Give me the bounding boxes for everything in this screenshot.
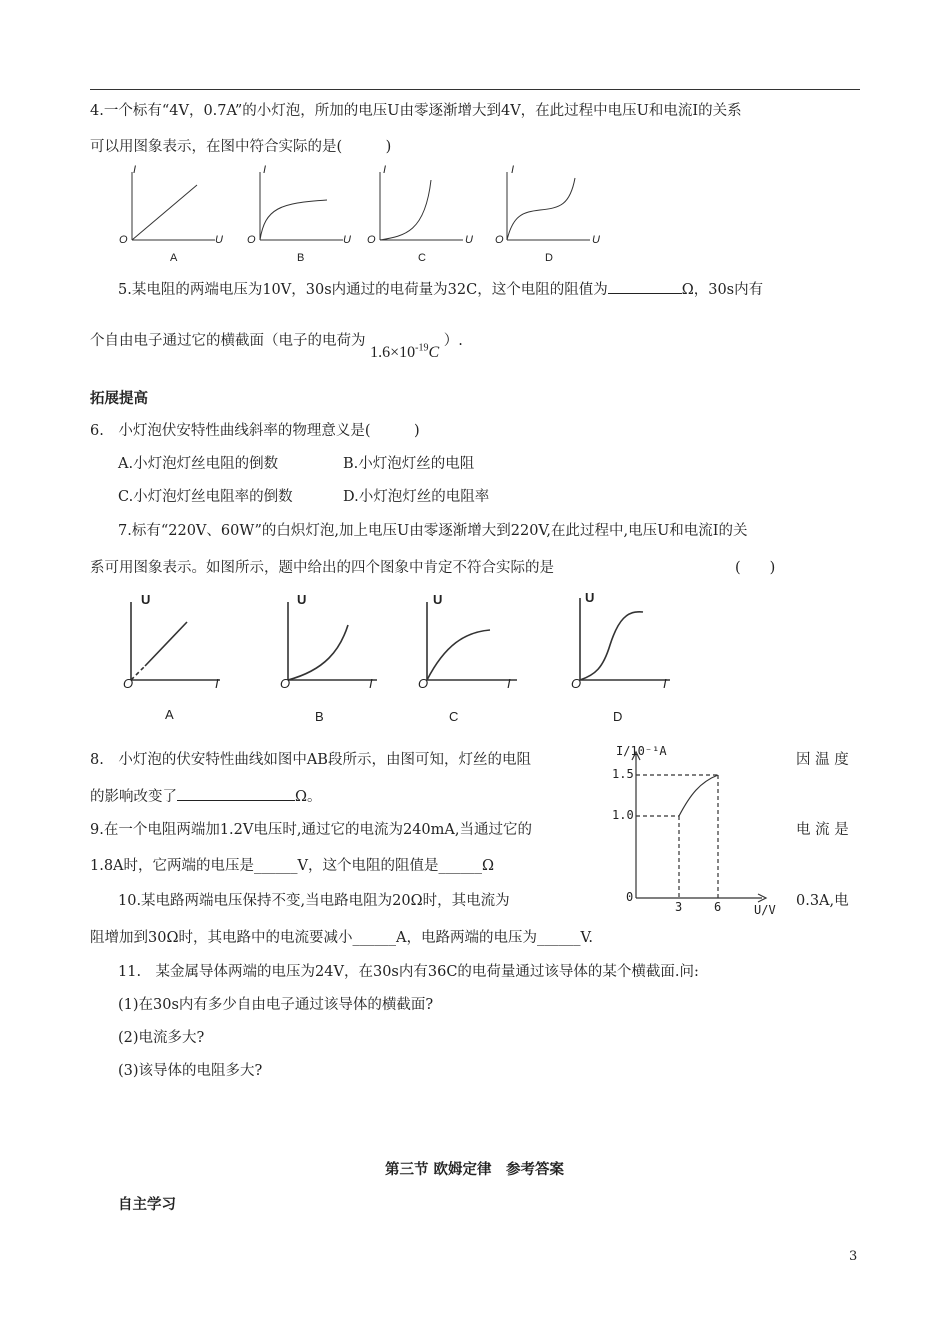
q4-label-a: A <box>170 252 178 264</box>
q7-axis-i-b: I <box>369 676 373 691</box>
q11-sub3: (3)该导体的电阻多大? <box>118 1063 263 1079</box>
q7-paren: ( ) <box>735 560 776 576</box>
q7-axis-u-d: U <box>585 590 595 605</box>
q6-stem: 6. 小灯泡伏安特性曲线斜率的物理意义是( ) <box>90 423 420 439</box>
q4-label-b: B <box>297 252 305 264</box>
q5-charge <box>370 344 439 361</box>
q5-line2-b: ）. <box>443 333 463 349</box>
q4-axis-i-c: I <box>383 164 387 176</box>
graph8-ytick-0: 0 <box>626 890 634 904</box>
graph8-xtick-6: 6 <box>714 900 722 914</box>
q6-option-b: B.小灯泡灯丝的电阻 <box>343 456 475 472</box>
q5-charge-coef: 1.6×10 <box>370 344 416 361</box>
q11-sub2: (2)电流多大? <box>118 1030 205 1046</box>
q11-stem: 11. 某金属导体两端的电压为24V，在30s内有36C的电荷量通过该导体的某个横截面.问: <box>118 964 699 980</box>
q4-origin-c: O <box>367 234 376 246</box>
q8-line2-a: 的影响改变了 <box>90 789 177 805</box>
q4-axis-u-a: U <box>215 234 223 246</box>
q7-label-d: D <box>613 709 623 724</box>
q7-origin-d: O <box>571 676 582 691</box>
q7-label-a: A <box>165 707 174 722</box>
q7-label-c: C <box>449 709 459 724</box>
q10-line2: 阻增加到30Ω时，其电路中的电流要减小______A，电路两端的电压为______V. <box>90 930 593 946</box>
q6-option-d: D.小灯泡灯丝的电阻率 <box>343 489 490 505</box>
q7-line2: 系可用图象表示。如图所示，题中给出的四个图象中肯定不符合实际的是 <box>90 560 554 576</box>
q9-line1-b: 电 流 是 <box>796 822 849 838</box>
answers-title: 第三节 欧姆定律 参考答案 <box>385 1162 565 1178</box>
q7-axis-u-c: U <box>433 592 443 607</box>
q4-line1: 4.一个标有“4V，0.7A”的小灯泡，所加的电压U由零逐渐增大到4V，在此过程中电压U和电流I的关系 <box>90 103 742 119</box>
q11-sub1: (1)在30s内有多少自由电子通过该导体的横截面? <box>118 997 434 1013</box>
q8-iu-graph <box>612 740 792 920</box>
answers-subheading: 自主学习 <box>118 1197 176 1213</box>
q7-origin-a: O <box>123 676 134 691</box>
q7-figure <box>115 590 685 730</box>
q8-line2-b: Ω。 <box>295 789 322 805</box>
q4-axis-u-d: U <box>592 234 600 246</box>
q5-charge-unit: C <box>428 344 440 361</box>
q4-axis-i-b: I <box>263 164 267 176</box>
graph8-ytick-10: 1.0 <box>612 808 634 822</box>
q7-axis-u-b: U <box>297 592 307 607</box>
q4-origin-d: O <box>495 234 504 246</box>
q10-line1-a: 10.某电路两端电压保持不变,当电路电阻为20Ω时，其电流为 <box>118 893 510 909</box>
q7-label-b: B <box>315 709 324 724</box>
q8-line1-b: 因 温 度 <box>796 752 849 768</box>
q7-origin-c: O <box>418 676 429 691</box>
q7-axis-i-c: I <box>507 676 511 691</box>
q10-line1-b: 0.3A,电 <box>796 893 849 909</box>
q9-line1-a: 9.在一个电阻两端加1.2V电压时,通过它的电流为240mA,当通过它的 <box>90 822 532 838</box>
q5-blank-resistance[interactable] <box>608 279 682 294</box>
q9-line2: 1.8A时，它两端的电压是______V，这个电阻的阻值是______Ω <box>90 858 495 874</box>
q7-axis-u-a: U <box>141 592 151 607</box>
q4-label-d: D <box>545 252 553 264</box>
q4-axis-u-b: U <box>343 234 351 246</box>
q8-line2 <box>90 785 322 806</box>
graph8-xlabel: U/V <box>754 903 776 917</box>
q4-axis-i-a: I <box>133 164 137 176</box>
q7-origin-b: O <box>280 676 291 691</box>
page-number: 3 <box>849 1249 858 1264</box>
q6-option-a: A.小灯泡灯丝电阻的倒数 <box>118 456 279 472</box>
q5-line2-a: 个自由电子通过它的横截面（电子的电荷为 <box>90 333 366 349</box>
section-extend-heading: 拓展提高 <box>90 391 148 407</box>
graph8-ytick-15: 1.5 <box>612 767 634 781</box>
q6-option-c: C.小灯泡灯丝电阻率的倒数 <box>118 489 293 505</box>
q7-axis-i-d: I <box>663 676 667 691</box>
q4-origin-b: O <box>247 234 256 246</box>
q4-figure <box>115 160 615 270</box>
graph8-xtick-3: 3 <box>675 900 683 914</box>
q4-label-c: C <box>418 252 426 264</box>
graph8-ylabel: I/10⁻¹A <box>616 744 667 758</box>
q5-charge-exp: -19 <box>415 342 429 354</box>
q5-line1-b: Ω，30s内有 <box>681 282 764 298</box>
q5-line1 <box>118 278 763 299</box>
header-rule <box>90 89 860 90</box>
q4-axis-i-d: I <box>511 164 515 176</box>
q4-axis-u-c: U <box>465 234 473 246</box>
q7-line1: 7.标有“220V、60W”的白炽灯泡,加上电压U由零逐渐增大到220V,在此过程中,电压U和电流I的关 <box>118 523 748 539</box>
q8-blank-change[interactable] <box>177 786 295 801</box>
q8-line1-a: 8. 小灯泡的伏安特性曲线如图中AB段所示，由图可知，灯丝的电阻 <box>90 752 531 768</box>
q5-line1-a: 5.某电阻的两端电压为10V，30s内通过的电荷量为32C，这个电阻的阻值为 <box>118 282 608 298</box>
q7-axis-i-a: I <box>215 676 219 691</box>
q4-origin-a: O <box>119 234 128 246</box>
q4-line2: 可以用图象表示，在图中符合实际的是( ) <box>90 139 392 155</box>
